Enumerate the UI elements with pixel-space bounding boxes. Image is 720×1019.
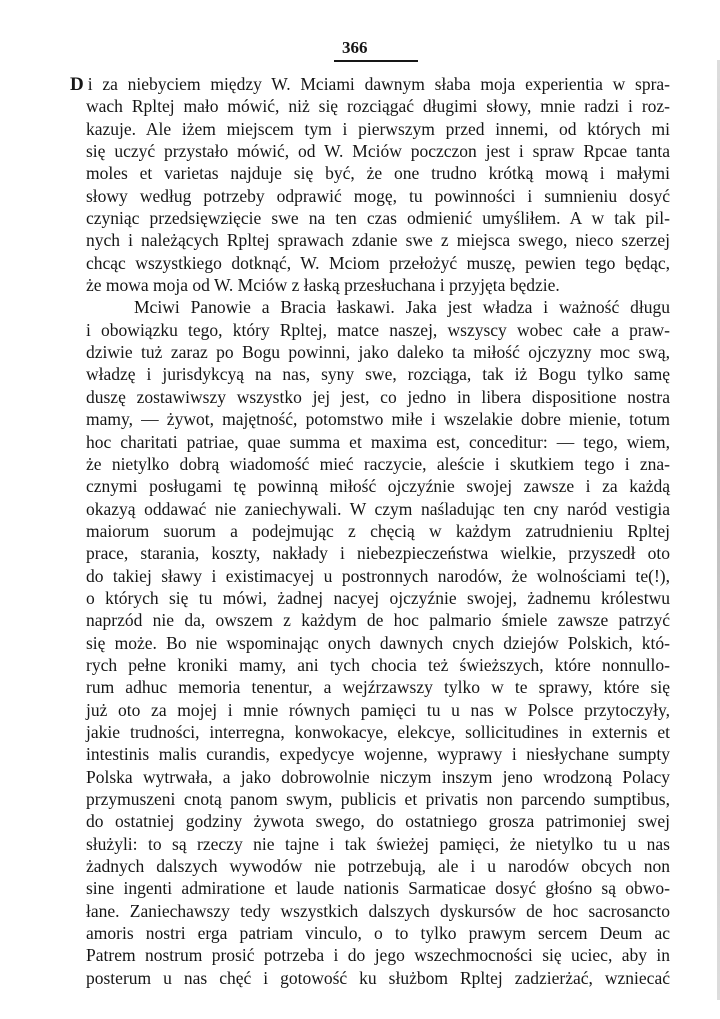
line-text: moles et varietas najduje się być, że one trudno krótką mową i małymi <box>86 163 670 184</box>
paragraph-2-line <box>86 587 670 609</box>
line-text: amoris nostri erga patriam vinculo, o to tylko prawym sercem Deum ac <box>86 923 670 944</box>
line-text: Mciwi Panowie a Bracia łaskawi. Jaka jest władza i ważność długu <box>134 297 670 318</box>
line-text: Polska wytrwała, a jako dobrowolnie niczym inszym jeno wrodzoną Polacy <box>86 766 670 787</box>
line-text: cznymi posługami tę powinną miłość ojczyźnie swojej zawsze i za każdą <box>86 476 670 497</box>
line-text: hoc charitati patriae, quae summa et maxima est, conceditur: — tego, wiem, <box>86 431 670 452</box>
paragraph-1-line <box>86 185 670 207</box>
paragraph-2-line <box>86 721 670 743</box>
paragraph-2-line <box>86 296 670 318</box>
line-text: przymuszeni cnotą panom swym, publicis et privatis non parcendo sumptibus, <box>86 789 670 809</box>
line-text: już oto za mojej i mnie równych pamięci tu u nas w Polsce przytoczyły, <box>86 699 670 720</box>
paragraph-2-line <box>86 900 670 922</box>
paragraph-1-line <box>86 95 670 117</box>
paragraph-2-line <box>86 565 670 587</box>
paragraph-2-line <box>86 408 670 430</box>
paragraph-2-line <box>86 475 670 497</box>
line-text: Patrem nostrum prosić potrzeba i do jego wszechmocności się uciec, aby in <box>86 945 670 966</box>
paragraph-2-line <box>86 319 670 341</box>
line-text: się uczyć przystało mówić, od W. Mciów poczczon jest i spraw Rpcae tanta <box>86 141 670 162</box>
paragraph-2-line <box>86 967 670 989</box>
paragraph-1-line <box>70 73 670 95</box>
line-text: wach Rpltej mało mówić, niż się rozciągać długimi słowy, mnie radzi i roz- <box>86 96 670 117</box>
line-text: mamy, — żywot, majętność, potomstwo miłe i wszelakie dobre mienie, totum <box>86 409 670 430</box>
line-text: sine ingenti admiratione et laude nationis Sarmaticae dosyć głośno są obwo- <box>86 878 670 899</box>
paragraph-1-line <box>86 118 670 140</box>
line-text: prace, starania, koszty, nakłady i niebezpieczeństwa wielkie, przyszedł oto <box>86 543 670 564</box>
paragraph-2-line <box>86 788 670 810</box>
paragraph-1-line <box>86 274 670 296</box>
paragraph-2-line <box>86 654 670 676</box>
paragraph-2-line <box>86 498 670 520</box>
page-number-underline <box>334 60 418 62</box>
line-text: nych i należących Rpltej sprawach zdanie swe z miejsca swego, nieco szerzej <box>86 230 670 251</box>
line-text: chcąc wszystkiego dotknąć, W. Mciom przełożyć muszę, pewien tego będąc, <box>86 252 670 273</box>
line-text: służyli: to są rzeczy nie tajne i tak świeżej pamięci, że nietylko tu u nas <box>86 833 670 854</box>
paragraph-2-line <box>86 855 670 877</box>
line-text: że mowa moja od W. Mciów z łaską przesłuchana i przyjęta będzie. <box>86 275 560 296</box>
page-number: 366 <box>342 38 368 57</box>
paragraph-1-line <box>86 140 670 162</box>
line-text: się może. Bo nie wspominając onych dawnych cnych dziejów Polskich, któ- <box>86 632 670 653</box>
line-text: żadnych dalszych wywodów nie potrzebują, ale i u narodów obcych non <box>86 856 670 877</box>
paragraph-2-line <box>86 676 670 698</box>
line-text: duszę zostawiwszy wszystko jej jest, co jedno in libera dispositione nostra <box>86 386 670 407</box>
paragraph-2-line <box>86 766 670 788</box>
line-text: naprzód nie da, owszem z każdym de hoc palmario śmiele zawsze patrzyć <box>86 610 670 631</box>
line-text: rych pełne kroniki mamy, ani tych chocia też świeższych, które nonnullo- <box>86 654 670 675</box>
line-text: intestinis malis curandis, expedycye wojenne, wyprawy i niesłychane sumpty <box>86 744 670 765</box>
paragraph-1-line <box>86 229 670 251</box>
line-text: łane. Zaniechawszy tedy wszystkich dalszych dyskursów de hoc sacrosancto <box>86 900 670 921</box>
line-text: władzę i jurisdykcyą na nas, syny swe, rozciąga, tak iż Bogu tylko samę <box>86 364 670 385</box>
paragraph-2-line <box>86 877 670 899</box>
paragraph-2-line <box>86 944 670 966</box>
line-text: jakie trudności, interregna, konwokacye, elekcye, sollicitudines in externis et <box>86 721 670 742</box>
line-text: o których się tu mówi, żadnej nacyej ojczyźnie swojej, żadnemu królestwu <box>86 587 670 608</box>
line-text: maiorum suorum a podejmując z chęcią w każdym zatrudnieniu Rpltej <box>86 520 670 541</box>
line-text: rum adhuc memoria tenentur, a wejźrzawszy tylko w te sprawy, które się <box>86 677 670 698</box>
line-text: kazuje. Ale iżem miejscem tym i pierwszym przed innemi, od których mi <box>86 118 670 139</box>
paragraph-2-line <box>86 810 670 832</box>
paragraph-1-line <box>86 162 670 184</box>
line-text: dziwie tuż zaraz po Bogu powinni, jako daleko ta miłość ojczyzny moc swą, <box>86 342 670 363</box>
paragraph-2-line <box>86 632 670 654</box>
line-text: okazyą oddawać nie zaniechywali. W czym naśladując ten cny naród vestigia <box>86 498 670 519</box>
line-text: czyniąc przedsięwzięcie swe na ten czas odmienić umyśliłem. A w tak pil- <box>86 208 670 229</box>
paragraph-2-line <box>86 520 670 542</box>
line-text: posterum u nas chęć i gotowość ku służbom Rpltej zadzierżać, wzniecać <box>86 967 670 988</box>
paragraph-2-line <box>86 609 670 631</box>
line-text: do takiej sławy i existimacyej u postronnych narodów, że wolnościami te(!), <box>86 565 670 586</box>
paragraph-1-line <box>86 252 670 274</box>
paragraph-1-line <box>86 207 670 229</box>
paragraph-2-line <box>86 431 670 453</box>
line-text: do ostatniej godziny żywota swego, do ostatniego grosza patrimoniej swej <box>86 811 670 832</box>
paragraph-2-line <box>86 542 670 564</box>
paragraph-2-line <box>86 386 670 408</box>
line-text: że nietylko dobrą wiadomość mieć raczycie, aleście i skutkiem tego i zna- <box>86 453 670 474</box>
line-text: i za niebyciem między W. Mciami dawnym słaba moja experientia w spra- <box>87 74 670 94</box>
body-text <box>70 73 670 989</box>
line-text: słowy według potrzeby odprawić mogę, tu powinności i sumnieniu dosyć <box>86 185 670 206</box>
paragraph-2-line <box>86 743 670 765</box>
paragraph-2-line <box>86 699 670 721</box>
paragraph-2-line <box>86 363 670 385</box>
paragraph-2-line <box>86 833 670 855</box>
paragraph-2-line <box>86 453 670 475</box>
paragraph-2-line <box>86 341 670 363</box>
line-text: i obowiązku tego, który Rpltej, matce naszej, wszyscy wobec całe a praw- <box>86 319 670 340</box>
drop-initial: D <box>70 74 84 95</box>
paragraph-2-line <box>86 922 670 944</box>
